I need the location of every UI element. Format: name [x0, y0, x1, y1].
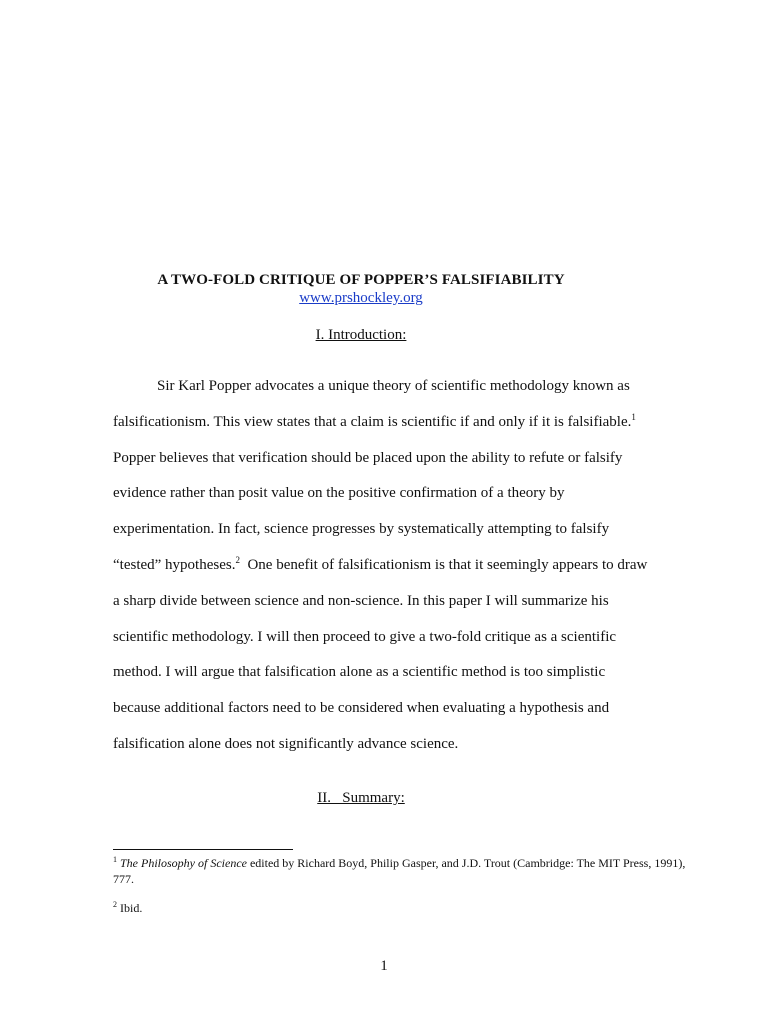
introduction-heading: I. Introduction:: [315, 327, 407, 343]
summary-heading: II. Summary:: [317, 790, 405, 806]
paragraph-line: Sir Karl Popper advocates a unique theory of scientific methodology known as: [157, 378, 630, 394]
footnote-1: [113, 855, 688, 887]
paragraph-line: “tested” hypotheses.$^2$ One benefit of falsificationism is that it seemingly appears to draw: [113, 554, 648, 573]
paragraph-line: experimentation. In fact, science progresses by systematically attempting to falsify: [113, 521, 610, 538]
footnote-ref-2[interactable]: 2: [235, 554, 240, 565]
footnote-2-text: Ibid.: [117, 901, 143, 915]
paragraph-line: because additional factors need to be considered when evaluating a hypothesis and: [113, 700, 610, 717]
footnote-divider: [113, 849, 293, 850]
footnote-2: [113, 900, 688, 916]
paragraph-line: Popper believes that verification should be placed upon the ability to refute or falsify: [113, 449, 623, 466]
footnote-2-number: 2: [113, 900, 117, 909]
paragraph-line: evidence rather than posit value on the positive confirmation of a theory by: [113, 485, 565, 502]
footnote-1-number: 1: [113, 855, 117, 864]
footnote-1-book-title: The Philosophy of Science: [120, 856, 247, 870]
author-url: [0, 290, 722, 307]
page-number: 1: [380, 958, 388, 974]
document-title: A TWO-FOLD CRITIQUE OF POPPER’S FALSIFIABILITY: [157, 272, 565, 288]
paragraph-line: method. I will argue that falsification alone as a scientific method is too simplistic: [113, 664, 606, 681]
author-url-link[interactable]: www.prshockley.org: [299, 290, 423, 306]
introduction-paragraph: [113, 376, 673, 770]
footnote-1-citation: edited by Richard Boyd, Philip Gasper, and J.D. Trout (Cambridge: The MIT Press, 1991), 777.: [113, 856, 686, 886]
paragraph-line: a sharp divide between science and non-science. In this paper I will summarize his: [113, 592, 609, 609]
footnote-ref-1[interactable]: 1: [631, 411, 636, 422]
paragraph-line: falsification alone does not significantly advance science.: [113, 735, 459, 752]
paragraph-line: falsificationism. This view states that a claim is scientific if and only if it is falsifiable.$^1$: [113, 411, 636, 430]
paragraph-line: scientific methodology. I will then proceed to give a two-fold critique as a scientific: [113, 628, 617, 645]
